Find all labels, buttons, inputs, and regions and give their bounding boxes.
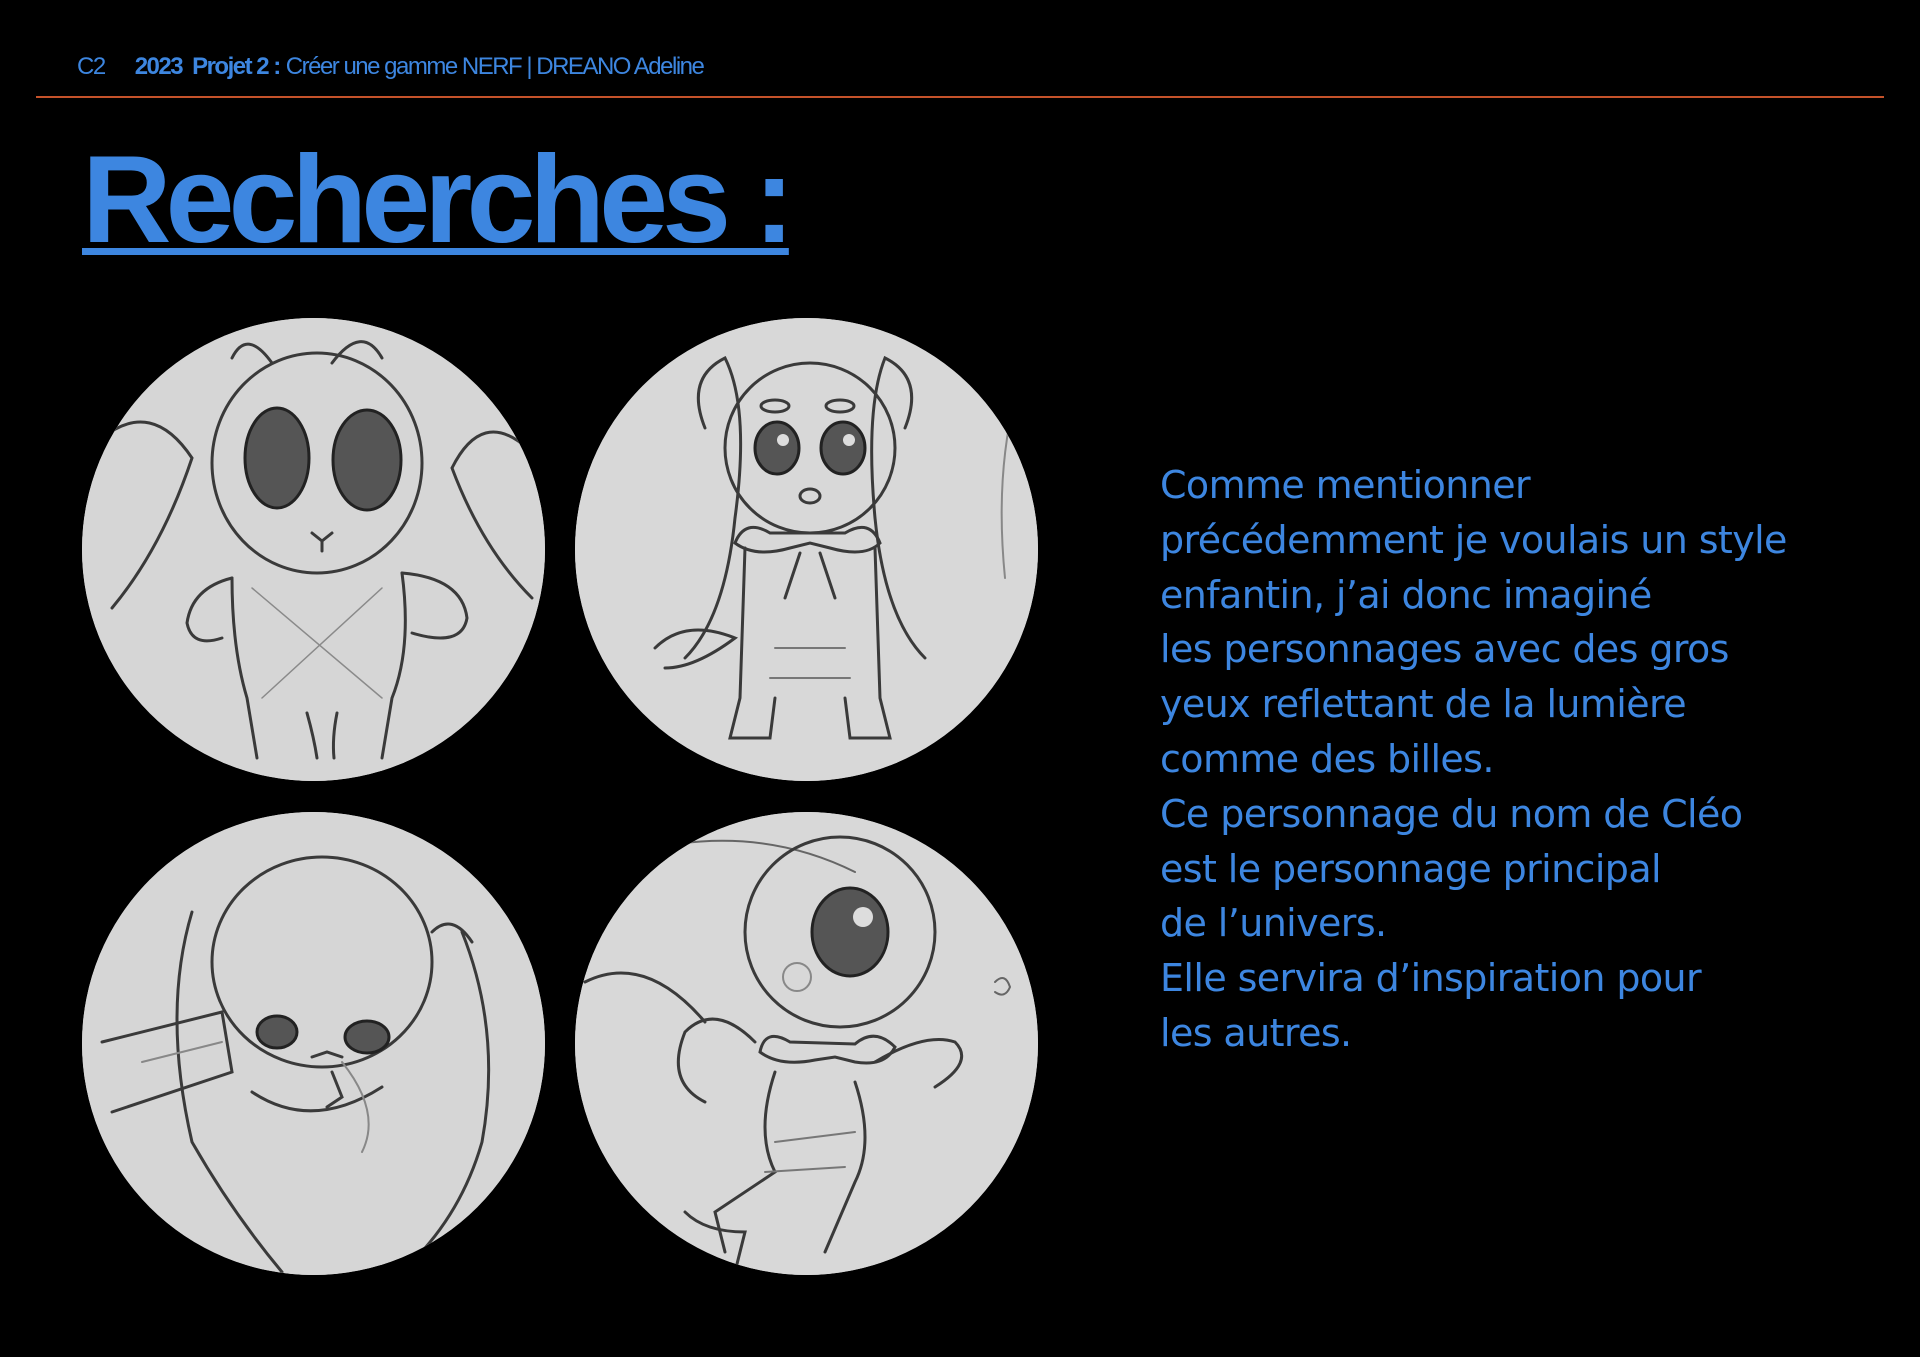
description-line: comme des billes. [1160, 736, 1494, 781]
bunny-sketch-icon [575, 812, 1038, 1275]
header-year: 2023 [134, 53, 183, 80]
bunny-sketch-icon [82, 318, 545, 781]
page-title: Recherches : [82, 131, 789, 269]
header-subtitle: Créer une gamme NERF | DREANO Adeline [285, 53, 704, 80]
bunny-sketch-icon [82, 812, 545, 1275]
description-line: précédemment je voulais un style [1160, 517, 1787, 562]
bunny-sketch-icon [575, 318, 1038, 781]
description-line: de l’univers. [1160, 901, 1387, 946]
description-line: Comme mentionner [1160, 463, 1531, 507]
description-line: est le personnage principal [1160, 846, 1661, 891]
description-line: yeux reflettant de la lumière [1160, 682, 1687, 727]
description-line: Ce personnage du nom de Cléo [1160, 791, 1743, 836]
description-line: Elle servira d’inspiration pour [1160, 956, 1701, 1001]
header-divider [36, 96, 1884, 98]
page-code: C2 [77, 53, 105, 80]
description-line: les personnages avec des gros [1160, 627, 1729, 672]
header-project: Projet 2 : [192, 53, 280, 80]
description-line: les autres. [1160, 1010, 1352, 1055]
description-line: enfantin, j’ai donc imaginé [1160, 572, 1652, 617]
page-header [77, 50, 703, 84]
description-text [1160, 458, 1860, 1061]
